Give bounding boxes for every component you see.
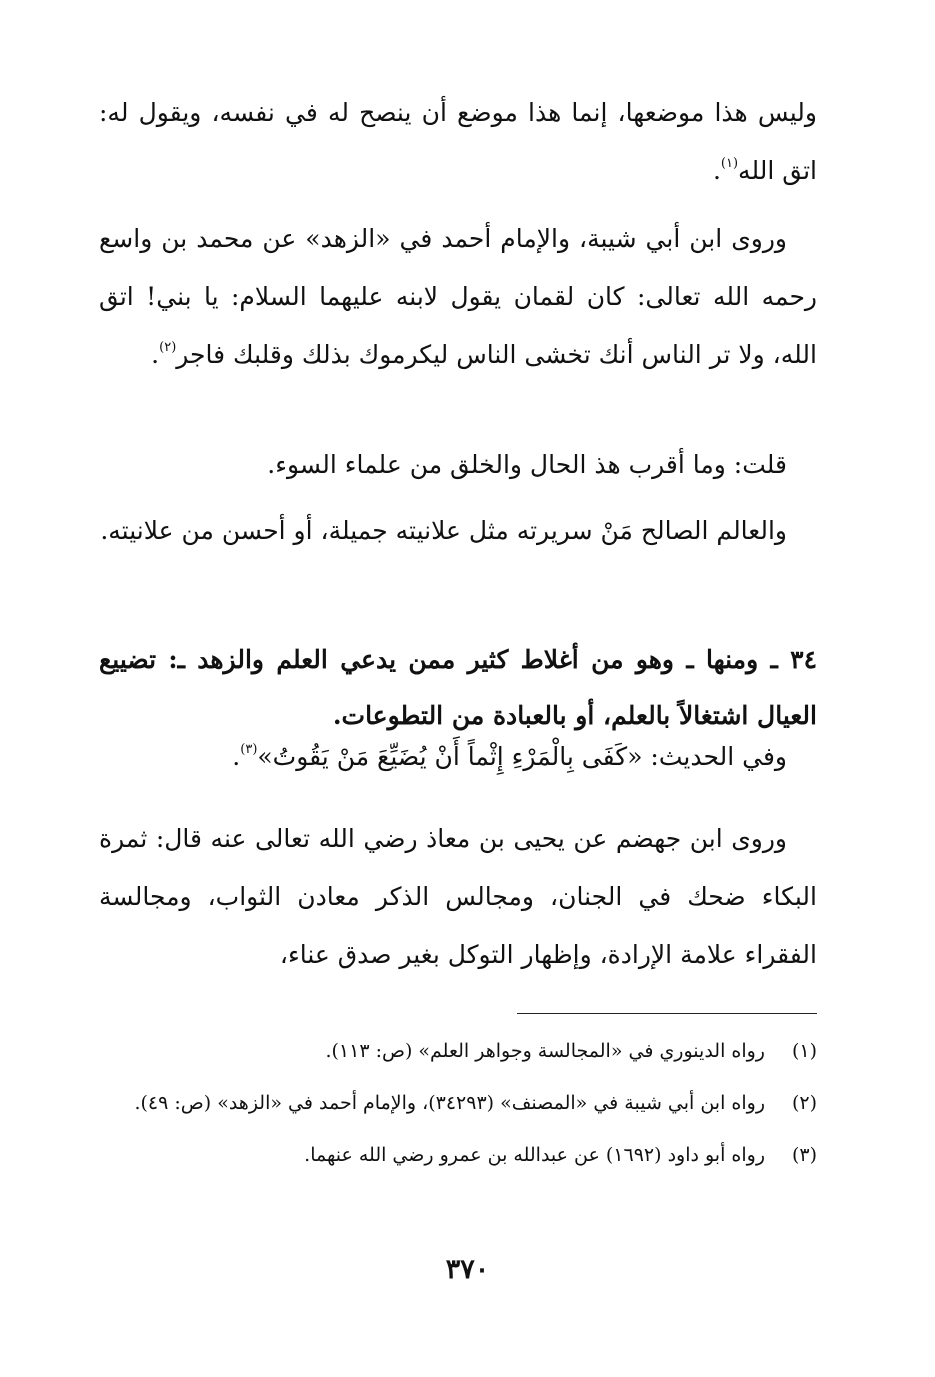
footnotes bbox=[99, 1030, 817, 1186]
paragraph-2 bbox=[99, 210, 817, 389]
page-number: ٣٧٠ bbox=[445, 1254, 490, 1285]
paragraph-3 bbox=[99, 436, 817, 494]
footnote-text: رواه أبو داود (١٦٩٢) عن عبدالله بن عمرو رضي الله عنهما. bbox=[304, 1144, 765, 1166]
paragraph-4 bbox=[99, 502, 817, 560]
footnote-ref-2: (٢) bbox=[159, 340, 177, 355]
footnote-ref-3: (٣) bbox=[240, 742, 258, 757]
paragraph-1 bbox=[99, 84, 817, 205]
section-heading-text: ٣٤ ـ ومنها ـ وهو من أغلاط كثير ممن يدعي العلم والزهد ـ: تضييع العيال اشتغالاً بالعلم، أو بالعبادة من التطوعات. bbox=[99, 645, 817, 730]
footnote-ref-1: (١) bbox=[720, 156, 739, 171]
paragraph-hadith-text: وفي الحديث: «كَفَى بِالْمَرْءِ إِثْماً أَنْ يُضَيِّعَ مَنْ يَقُوتُ» bbox=[257, 742, 787, 771]
paragraph-7-text: وروى ابن جهضم عن يحيى بن معاذ رضي الله تعالى عنه قال: ثمرة البكاء ضحك في الجنان، ومجالس الذكر معادن الثواب، ومجالسة الفقراء علامة الإرادة، وإظهار التوكل بغير صدق عناء، bbox=[99, 824, 817, 969]
footnote-1 bbox=[99, 1030, 817, 1072]
paragraph-1-end: . bbox=[712, 156, 721, 185]
paragraph-hadith-end: . bbox=[232, 742, 241, 771]
paragraph-2-end: . bbox=[151, 340, 160, 369]
footnote-text: رواه ابن أبي شيبة في «المصنف» (٣٤٢٩٣)، والإمام أحمد في «الزهد» (ص: ٤٩). bbox=[134, 1092, 765, 1114]
footnote-divider bbox=[517, 1013, 817, 1014]
paragraph-7 bbox=[99, 810, 817, 984]
paragraph-hadith bbox=[99, 728, 817, 791]
paragraph-3-text: قلت: وما أقرب هذ الحال والخلق من علماء السوء. bbox=[267, 450, 787, 479]
footnote-text: رواه الدينوري في «المجالسة وجواهر العلم» (ص: ١١٣). bbox=[325, 1040, 765, 1062]
footnote-number: (١) bbox=[791, 1040, 817, 1062]
footnote-3 bbox=[99, 1134, 817, 1176]
footnote-number: (٣) bbox=[791, 1144, 817, 1166]
paragraph-4-text: والعالم الصالح مَنْ سريرته مثل علانيته جميلة، أو أحسن من علانيته. bbox=[100, 516, 787, 545]
paragraph-1-text: وليس هذا موضعها، إنما هذا موضع أن ينصح له في نفسه، ويقول له: اتق الله bbox=[99, 98, 817, 185]
paragraph-2-text: وروى ابن أبي شيبة، والإمام أحمد في «الزهد» عن محمد بن واسع رحمه الله تعالى: كان لقمان يقول لابنه عليهما السلام: يا بني! اتق الله، ولا تر الناس أنك تخشى الناس ليكرموك بذلك وقلبك فاجر bbox=[99, 224, 817, 369]
footnote-number: (٢) bbox=[791, 1092, 817, 1114]
footnote-2 bbox=[99, 1082, 817, 1124]
